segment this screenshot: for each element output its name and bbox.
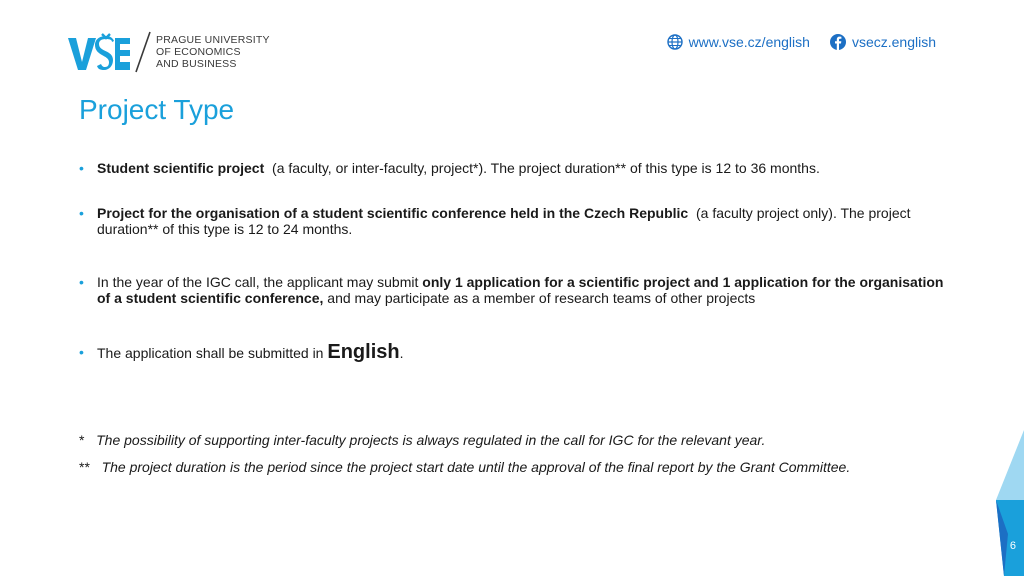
footnote-marker: *	[79, 432, 85, 448]
bullet-marker: •	[79, 160, 84, 176]
header-links	[667, 34, 936, 50]
footnotes	[79, 432, 939, 475]
website-link[interactable]	[667, 34, 810, 50]
facebook-icon	[830, 34, 846, 50]
bullet-text: (a faculty, or inter-faculty, project*). The project duration** of this type is 12 to 36 months.	[264, 160, 820, 176]
website-link-label: www.vse.cz/english	[688, 34, 810, 50]
logo-line-2: OF ECONOMICS	[156, 46, 241, 58]
footnote-inter-faculty	[79, 432, 939, 448]
bullet-bold-text: Project for the organisation of a student scientific conference held in the Czech Republic	[97, 205, 689, 221]
bullet-bold-text: only 1 application for a scientific project and 1 application for the organisation of a student scientific conference,	[97, 274, 944, 306]
bullet-item-language	[79, 341, 949, 363]
bullet-bold-text: Student scientific project	[97, 160, 265, 176]
logo-divider-slash	[132, 30, 154, 74]
bullet-text: (a faculty project only). The project duration** of this type is 12 to 24 months.	[97, 205, 915, 237]
footnote-duration	[79, 459, 939, 475]
bullet-list	[79, 160, 949, 361]
vse-logo-mark	[68, 32, 130, 72]
footnote-text: The possibility of supporting inter-faculty projects is always regulated in the call for IGC for the relevant year.	[96, 432, 766, 448]
footnote-text: The project duration is the period since the project start date until the approval of the final report by the Grant Committee.	[101, 459, 851, 475]
bullet-marker: •	[79, 344, 84, 360]
bullet-item-student-project	[79, 160, 949, 176]
bullet-text-post: and may participate as a member of research teams of other projects	[323, 290, 756, 306]
corner-decoration	[990, 430, 1024, 576]
logo-line-3: AND BUSINESS	[156, 58, 237, 70]
facebook-link[interactable]	[830, 34, 936, 50]
globe-icon	[667, 34, 683, 50]
slide-title: Project Type	[79, 94, 235, 125]
bullet-item-application-limit	[79, 274, 949, 306]
logo-wordmark	[156, 34, 270, 70]
page-number: 6	[1009, 540, 1016, 552]
bullet-text-post: .	[399, 345, 404, 361]
facebook-link-label: vsecz.english	[851, 34, 936, 50]
language-emphasis: English	[327, 341, 400, 363]
bullet-item-conference-project	[79, 205, 949, 237]
footnote-marker: **	[79, 459, 90, 475]
logo-line-1: PRAGUE UNIVERSITY	[156, 34, 270, 46]
bullet-marker: •	[79, 274, 84, 290]
bullet-text-pre: In the year of the IGC call, the applicant may submit	[97, 274, 423, 290]
bullet-marker: •	[79, 205, 84, 221]
bullet-text-pre: The application shall be submitted in	[97, 345, 328, 361]
university-logo	[68, 30, 270, 74]
